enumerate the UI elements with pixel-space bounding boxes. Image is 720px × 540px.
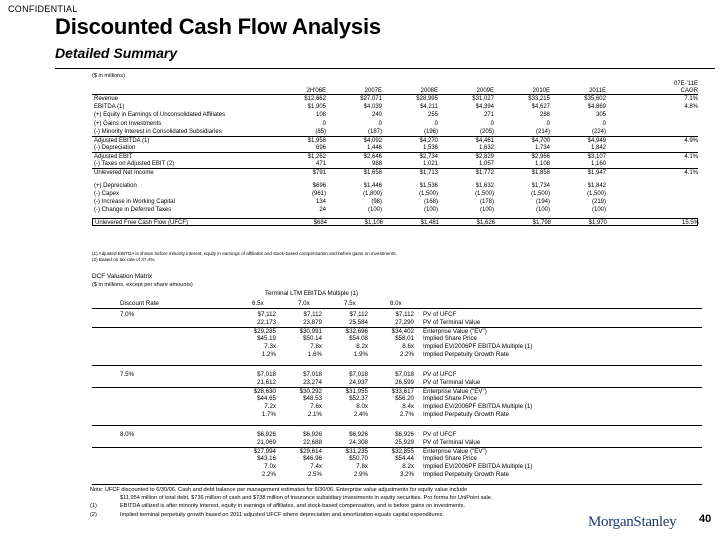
value-cell: 108	[315, 112, 326, 119]
dcf-value-cell: 25,929	[395, 439, 414, 447]
value-cell: $4,092	[363, 137, 382, 144]
dcf-value-cell: 8.2x	[402, 463, 414, 471]
dcf-row	[92, 403, 702, 411]
year-header-cell: 2H'06E	[306, 88, 326, 94]
multiple-header-cell: 6.5x	[252, 300, 264, 307]
value-cell: (1,500)	[418, 190, 438, 197]
value-cell: 1,021	[422, 161, 438, 168]
value-cell: $4,211	[420, 104, 438, 111]
summary-row	[92, 168, 698, 176]
cagr-header-top: 07E-'11E	[673, 81, 698, 87]
dcf-value-cell: $32,696	[345, 328, 368, 336]
dcf-row-description: Enterprise Value ("EV")	[423, 388, 487, 396]
summary-row	[92, 136, 698, 144]
value-cell: $4,949	[587, 137, 606, 144]
year-header-cell: 2010E	[532, 88, 550, 94]
value-cell: (100)	[479, 206, 494, 213]
dcf-value-cell: $52.37	[349, 395, 368, 403]
dcf-row-description: Implied Share Price	[423, 335, 477, 343]
summary-row	[92, 120, 698, 128]
value-cell: $4,627	[531, 104, 550, 111]
discount-rate-cell: 8.0%	[120, 431, 135, 438]
value-cell: $2,966	[531, 154, 550, 161]
dcf-column-header	[92, 300, 702, 309]
value-cell: $1,734	[531, 182, 550, 189]
dcf-row-description: PV of UFCF	[423, 371, 457, 378]
dcf-value-cell: 1.2%	[261, 351, 276, 359]
row-label: EBITDA (1)	[94, 104, 125, 111]
dcf-row-description: PV of UFCF	[423, 431, 457, 438]
dcf-row	[92, 343, 702, 351]
dcf-value-cell: $44.65	[257, 395, 276, 403]
page-number: 40	[699, 513, 712, 525]
value-cell: 271	[483, 112, 494, 119]
value-cell: $3,107	[587, 154, 606, 161]
dcf-row-description: Implied Perpetuity Growth Rate	[423, 351, 509, 359]
dcf-value-cell: 1.7%	[261, 411, 276, 419]
dcf-value-cell: 24,937	[349, 379, 368, 387]
cagr-cell: 4.8%	[684, 104, 698, 111]
page-subtitle: Detailed Summary	[55, 45, 178, 61]
value-cell: $1,905	[307, 104, 326, 111]
value-cell: 1,734	[534, 144, 550, 151]
dcf-row	[92, 447, 702, 455]
dcf-value-cell: $48.53	[303, 395, 322, 403]
row-label: (-) Increase in Working Capital	[94, 198, 175, 205]
morgan-stanley-logo: MorganStanley	[588, 514, 677, 530]
value-cell: 240	[371, 112, 382, 119]
dcf-row-description: PV of Terminal Value	[423, 439, 481, 447]
year-header-cell: 2011E	[589, 88, 606, 94]
dcf-value-cell: 27,290	[395, 319, 414, 327]
row-label: (-) Minority Interest in Consolidated Subsidiaries	[94, 128, 222, 135]
dcf-value-cell: $7,018	[349, 371, 368, 378]
summary-row	[92, 190, 698, 198]
dcf-row-description: Enterprise Value ("EV")	[423, 448, 487, 456]
value-cell: (168)	[423, 198, 438, 205]
dcf-row	[92, 319, 702, 327]
value-cell: 1,108	[534, 161, 550, 168]
dcf-row	[92, 387, 702, 395]
dcf-row-description: PV of Terminal Value	[423, 319, 481, 327]
value-cell: (100)	[591, 206, 606, 213]
summary-units: ($ in millions)	[92, 73, 125, 79]
dcf-row-description: PV of Terminal Value	[423, 379, 481, 387]
value-cell: $1,106	[364, 220, 383, 227]
dcf-value-cell: $7,112	[395, 311, 414, 318]
dcf-value-cell: $29,285	[253, 328, 276, 336]
dcf-row-description: Implied EV/2006PF EBITDA Multiple (1)	[423, 343, 533, 351]
note-text: $11,954 million of total debt, $736 million of cash and $738 million of insurance subsidiary investments in equity securities. Pro forma for UniPoint sale.	[120, 495, 493, 502]
row-label: (-) Taxes on Adjusted EBIT (2)	[94, 161, 175, 168]
summary-header-top	[92, 80, 698, 87]
value-cell: 255	[427, 112, 438, 119]
value-cell: $1,970	[588, 220, 607, 227]
dcf-value-cell: $46.96	[303, 455, 322, 463]
value-cell: $791	[312, 170, 326, 177]
row-label: Revenue	[94, 96, 119, 103]
value-cell: 696	[315, 144, 326, 151]
dcf-value-cell: 2.2%	[399, 351, 414, 359]
note-key: (1)	[90, 503, 97, 510]
dcf-title: DCF Valuation Matrix	[92, 273, 153, 280]
value-cell: $684	[313, 220, 327, 227]
value-cell: $1,858	[531, 170, 550, 177]
cagr-cell: 4.9%	[684, 137, 698, 144]
dcf-value-cell: $30,991	[299, 328, 322, 336]
row-label: (-) Depreciation	[94, 144, 136, 151]
value-cell: $696	[312, 182, 326, 189]
value-cell: (1,800)	[362, 190, 382, 197]
dcf-value-cell: $6,926	[349, 431, 368, 438]
dcf-value-cell: 22,688	[303, 439, 322, 447]
dcf-value-cell: $58.01	[395, 335, 414, 343]
value-cell: (178)	[479, 198, 494, 205]
row-label: (+) Equity in Earnings of Unconsolidated Affiliates	[94, 112, 226, 119]
cagr-cell: 4.1%	[684, 170, 698, 177]
dcf-value-cell: $54.44	[395, 455, 414, 463]
dcf-value-cell: $7,018	[303, 371, 322, 378]
value-cell: (100)	[367, 206, 382, 213]
value-cell: (1,500)	[530, 190, 550, 197]
summary-row	[92, 95, 698, 103]
value-cell: (1,500)	[586, 190, 606, 197]
row-label: (+) Depreciation	[94, 182, 137, 189]
dcf-value-cell: $45.19	[257, 335, 276, 343]
dcf-rate-block	[92, 311, 702, 360]
confidential-label: CONFIDENTIAL	[8, 4, 78, 14]
value-cell: 0	[490, 120, 494, 127]
value-cell: $1,626	[476, 220, 495, 227]
value-cell: $1,842	[587, 182, 606, 189]
dcf-value-cell: 7.4x	[310, 463, 322, 471]
value-cell: (100)	[535, 206, 550, 213]
value-cell: (98)	[371, 198, 382, 205]
dcf-row	[92, 395, 702, 403]
cagr-cell: 15.5%	[681, 220, 699, 227]
dcf-value-cell: 7.8x	[356, 463, 368, 471]
note-key: (2)	[90, 511, 97, 518]
dcf-value-cell: $30,292	[299, 388, 322, 396]
dcf-value-cell: 2.4%	[353, 411, 368, 419]
multiple-header-cell: 7.0x	[298, 300, 310, 307]
dcf-value-cell: $6,926	[395, 431, 414, 438]
dcf-row	[92, 327, 702, 335]
row-label: Adjusted EBITDA (1)	[94, 137, 150, 144]
dcf-value-cell: $34,402	[391, 328, 414, 336]
year-header-cell: 2007E	[364, 88, 382, 94]
value-cell: 1,842	[590, 144, 606, 151]
dcf-value-cell: $54.08	[349, 335, 368, 343]
dcf-value-cell: $28,630	[253, 388, 276, 396]
dcf-value-cell: 1.9%	[353, 351, 368, 359]
value-cell: (1,500)	[474, 190, 494, 197]
dcf-value-cell: 7.6x	[310, 403, 322, 411]
value-cell: $1,713	[419, 170, 438, 177]
value-cell: 134	[315, 198, 326, 205]
summary-row	[92, 103, 698, 111]
value-cell: $1,481	[420, 220, 439, 227]
summary-row	[92, 182, 698, 190]
value-cell: 1,632	[478, 144, 494, 151]
value-cell: $4,039	[363, 104, 382, 111]
summary-row	[92, 128, 698, 136]
summary-footnote-1: (1) Adjusted EBITDA is shown before minority interest, equity in earnings of affiliates and stock-based compensation and before gains on investments.	[92, 251, 397, 256]
value-cell: $1,772	[475, 170, 494, 177]
value-cell: 288	[539, 112, 550, 119]
dcf-value-cell: 8.4x	[402, 403, 414, 411]
dcf-value-cell: 8.6x	[402, 343, 414, 351]
note-text: Note: UFCF discounted to 6/30/06. Cash and debt balance per management estimates for 6/30/06. Enterprise value adjustments for equity value include	[90, 487, 468, 493]
value-cell: $28,995	[416, 96, 438, 103]
cagr-header: CAGR	[680, 88, 698, 94]
dcf-row	[92, 431, 702, 439]
value-cell: $2,829	[475, 154, 494, 161]
value-cell: $1,632	[475, 182, 494, 189]
row-label: Adjusted EBIT	[94, 154, 133, 161]
dcf-value-cell: $33,617	[391, 388, 414, 396]
summary-row	[92, 111, 698, 119]
multiple-header-cell: 8.0x	[390, 300, 402, 307]
value-cell: 1,160	[590, 161, 606, 168]
value-cell: $1,446	[363, 182, 382, 189]
row-label: Unlevered Net Income	[94, 170, 154, 177]
dcf-value-cell: 22,173	[257, 319, 276, 327]
summary-header	[92, 87, 698, 95]
dcf-row	[92, 471, 702, 479]
cagr-cell: 7.1%	[684, 96, 698, 103]
value-cell: 305	[595, 112, 606, 119]
summary-footnote-2: (2) Based on tax rate of 37.4%.	[92, 257, 156, 262]
dcf-row-description: Implied Share Price	[423, 395, 477, 403]
value-cell: (85)	[315, 128, 326, 135]
value-cell: (214)	[535, 128, 550, 135]
value-cell: (961)	[311, 190, 326, 197]
row-label: (+) Gains on Investments	[94, 120, 162, 127]
value-cell: $27,071	[360, 96, 382, 103]
dcf-row-description: Implied Perpetuity Growth Rate	[423, 471, 509, 479]
dcf-value-cell: 26,599	[395, 379, 414, 387]
discount-rate-header: Discount Rate	[120, 300, 159, 307]
value-cell: (205)	[479, 128, 494, 135]
value-cell: (194)	[535, 198, 550, 205]
value-cell: 1,536	[422, 144, 438, 151]
dcf-value-cell: 2.7%	[399, 411, 414, 419]
dcf-value-cell: 7.0x	[264, 463, 276, 471]
cagr-cell: 4.1%	[684, 154, 698, 161]
row-label: (-) Capex	[94, 190, 120, 197]
discount-rate-cell: 7.5%	[120, 371, 135, 378]
dcf-row	[92, 455, 702, 463]
dcf-value-cell: 1.6%	[307, 351, 322, 359]
dcf-units: ($ in millions, except per share amounts)	[92, 282, 193, 288]
dcf-value-cell: 23,274	[303, 379, 322, 387]
dcf-value-cell: $56.20	[395, 395, 414, 403]
year-header-cell: 2008E	[420, 88, 438, 94]
dcf-row	[92, 439, 702, 447]
summary-table	[92, 80, 698, 226]
value-cell: (100)	[423, 206, 438, 213]
value-cell: $4,270	[419, 137, 438, 144]
dcf-value-cell: $29,614	[299, 448, 322, 456]
value-cell: $1,958	[307, 137, 326, 144]
value-cell: $33,215	[528, 96, 550, 103]
dcf-value-cell: 7.8x	[310, 343, 322, 351]
dcf-value-cell: 2.5%	[307, 471, 322, 479]
value-cell: $1,658	[363, 170, 382, 177]
dcf-row-description: Implied Share Price	[423, 455, 477, 463]
discount-rate-cell: 7.0%	[120, 311, 135, 318]
dcf-value-cell: $7,112	[349, 311, 368, 318]
value-cell: $4,700	[531, 137, 550, 144]
value-cell: $1,798	[532, 220, 551, 227]
value-cell: 471	[315, 161, 326, 168]
dcf-value-cell: $31,955	[345, 388, 368, 396]
row-label: Unlevered Free Cash Flow (UFCF)	[95, 220, 189, 227]
dcf-row	[92, 335, 702, 343]
value-cell: $4,461	[475, 137, 494, 144]
dcf-value-cell: $32,855	[391, 448, 414, 456]
row-label: (-) Change in Deferred Taxes	[94, 206, 172, 213]
dcf-value-cell: 21,069	[257, 439, 276, 447]
value-cell: $4,869	[587, 104, 606, 111]
dcf-value-cell: 24,308	[349, 439, 368, 447]
dcf-row-description: Implied Perpetuity Growth Rate	[423, 411, 509, 419]
note-text: Implied terminal perpetuity growth based on 2011 adjusted UFCF where depreciation and amortization equals capital expenditures.	[120, 511, 444, 518]
dcf-value-cell: 2.2%	[261, 471, 276, 479]
dcf-row	[92, 379, 702, 387]
dcf-value-cell: $43.16	[257, 455, 276, 463]
value-cell: $2,734	[419, 154, 438, 161]
dcf-value-cell: 21,612	[257, 379, 276, 387]
summary-row	[92, 152, 698, 160]
dcf-value-cell: $6,926	[303, 431, 322, 438]
dcf-value-cell: 7.3x	[264, 343, 276, 351]
value-cell: 24	[319, 206, 326, 213]
value-cell: 0	[546, 120, 550, 127]
value-cell: 0	[434, 120, 438, 127]
value-cell: 1,446	[366, 144, 382, 151]
value-cell: 988	[371, 161, 382, 168]
dcf-row-description: Enterprise Value ("EV")	[423, 328, 487, 336]
dcf-value-cell: $6,926	[257, 431, 276, 438]
value-cell: $1,262	[307, 154, 326, 161]
dcf-row-description: Implied EV/2006PF EBITDA Multiple (1)	[423, 403, 533, 411]
dcf-block-divider	[92, 425, 702, 426]
dcf-value-cell: $50.70	[349, 455, 368, 463]
dcf-value-cell: 25,584	[349, 319, 368, 327]
value-cell: 1,057	[478, 161, 494, 168]
dcf-value-cell: $7,018	[257, 371, 276, 378]
value-cell: $12,662	[304, 96, 326, 103]
value-cell: $1,536	[419, 182, 438, 189]
dcf-row	[92, 411, 702, 419]
dcf-value-cell: $7,112	[257, 311, 276, 318]
dcf-rate-block	[92, 431, 702, 480]
dcf-value-cell: 8.2x	[356, 343, 368, 351]
dcf-value-cell: 23,879	[303, 319, 322, 327]
title-divider	[55, 68, 715, 69]
dcf-row-description: PV of UFCF	[423, 311, 457, 318]
value-cell: $4,394	[475, 104, 494, 111]
dcf-value-cell: $7,018	[395, 371, 414, 378]
dcf-row	[92, 463, 702, 471]
dcf-value-cell: 2.1%	[307, 411, 322, 419]
dcf-value-cell: 3.2%	[399, 471, 414, 479]
summary-row	[92, 160, 698, 168]
dcf-row-description: Implied EV/2006PF EBITDA Multiple (1)	[423, 463, 533, 471]
value-cell: (196)	[423, 128, 438, 135]
page-title: Discounted Cash Flow Analysis	[55, 14, 381, 39]
value-cell: 0	[378, 120, 382, 127]
dcf-value-cell: 8.0x	[356, 403, 368, 411]
multiple-header-cell: 7.5x	[344, 300, 356, 307]
dcf-value-cell: 2.9%	[353, 471, 368, 479]
dcf-value-cell: $27,994	[253, 448, 276, 456]
value-cell: $2,646	[363, 154, 382, 161]
dcf-row	[92, 371, 702, 379]
summary-row	[92, 206, 698, 214]
summary-body	[92, 95, 698, 226]
summary-row	[92, 198, 698, 206]
dcf-value-cell: $7,112	[303, 311, 322, 318]
dcf-value-cell: $31,235	[345, 448, 368, 456]
value-cell: (187)	[367, 128, 382, 135]
value-cell: $35,602	[584, 96, 606, 103]
value-cell: (224)	[591, 128, 606, 135]
value-cell: $1,947	[587, 170, 606, 177]
dcf-value-cell: $50.14	[303, 335, 322, 343]
summary-row	[92, 144, 698, 152]
dcf-rate-block	[92, 371, 702, 420]
ufcf-total-row	[92, 218, 698, 226]
dcf-multiple-header: Terminal LTM EBITDA Multiple (1)	[265, 290, 359, 297]
value-cell: 0	[322, 120, 326, 127]
dcf-block-divider	[92, 365, 702, 366]
value-cell: (219)	[591, 198, 606, 205]
note-text: EBITDA utilized is after minority interest, equity in earnings of affiliates, and stock-based compensation, and is before gains on investments.	[120, 503, 466, 510]
dcf-row	[92, 311, 702, 319]
value-cell: $31,027	[472, 96, 494, 103]
value-cell: 0	[602, 120, 606, 127]
notes-divider	[92, 484, 702, 485]
dcf-value-cell: 7.2x	[264, 403, 276, 411]
dcf-row	[92, 351, 702, 359]
year-header-cell: 2009E	[476, 88, 494, 94]
